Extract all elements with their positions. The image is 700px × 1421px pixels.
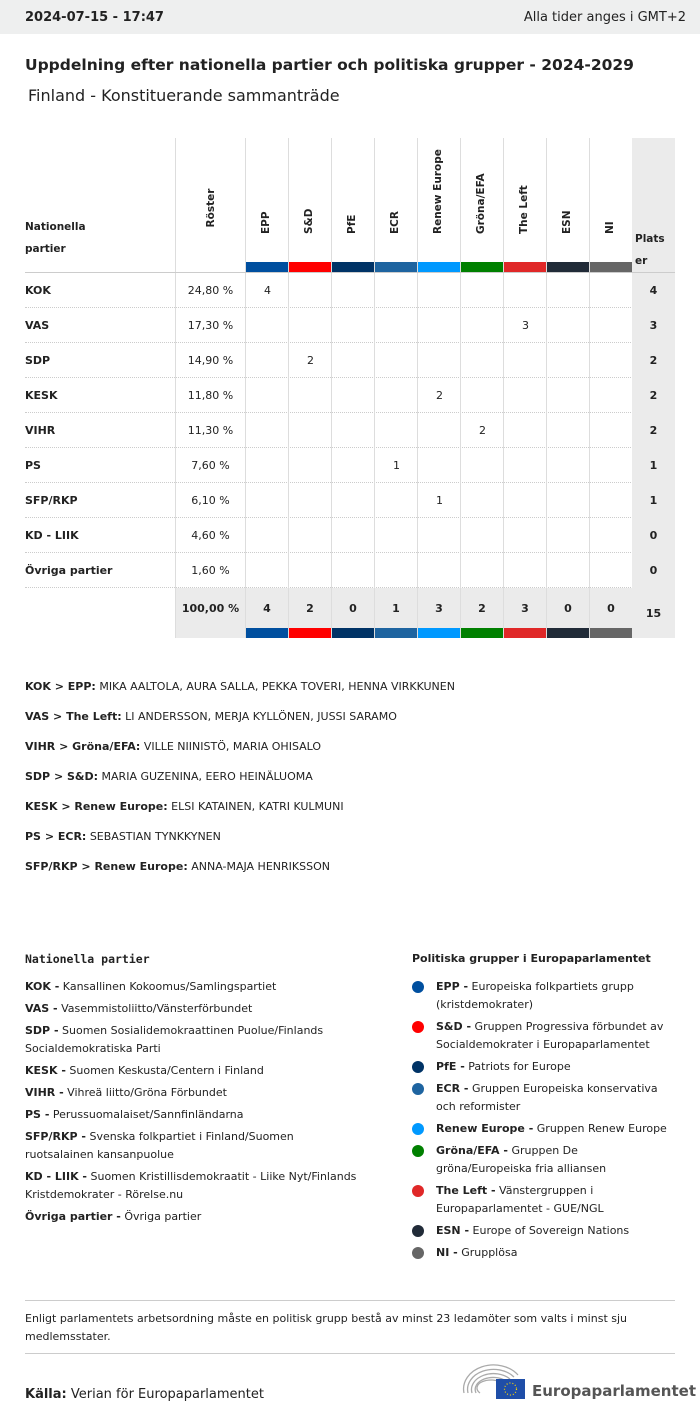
group-header-label: PfE: [346, 214, 358, 234]
seat-cell: [589, 308, 632, 343]
seats-total: 1: [632, 448, 675, 483]
seat-cell: [589, 273, 632, 308]
votes-value: 4,60 %: [175, 518, 245, 553]
seat-cell: [460, 518, 503, 553]
group-color-bar: [246, 262, 289, 272]
votes-value: 17,30 %: [175, 308, 245, 343]
group-color-bar: [375, 262, 418, 272]
seat-cell: [288, 308, 331, 343]
party-abbr: VAS -: [25, 1002, 58, 1015]
seat-cell: [374, 308, 417, 343]
legend-title: Politiska grupper i Europaparlamentet: [412, 952, 651, 965]
group-color-bar: [246, 628, 289, 638]
seat-cell: [503, 413, 546, 448]
legend-group-item: [412, 1058, 672, 1076]
candidate-entry: [25, 770, 455, 800]
seat-cell: [546, 518, 589, 553]
candidate-names: LI ANDERSSON, MERJA KYLLÖNEN, JUSSI SARAMO: [121, 710, 397, 723]
seat-cell: [417, 343, 460, 378]
legend-group-item: [412, 1120, 672, 1138]
seat-cell: [331, 448, 374, 483]
legend-group-item: [412, 978, 672, 1014]
party-name: KOK: [25, 284, 51, 297]
seats-total: 0: [632, 518, 675, 553]
seats-total: 0: [632, 553, 675, 588]
party-name: Övriga partier: [25, 564, 113, 577]
group-column-header-7: [546, 138, 589, 272]
candidate-names: ANNA-MAJA HENRIKSSON: [187, 860, 330, 873]
party-abbr: VIHR -: [25, 1086, 64, 1099]
legend-group-item: [412, 1018, 672, 1054]
timestamp: 2024-07-15 - 17:47: [25, 9, 164, 25]
seat-cell: [589, 378, 632, 413]
candidate-list: [25, 680, 455, 890]
group-full-name: Gruppen Renew Europe: [533, 1122, 667, 1135]
seat-cell: 0: [546, 588, 589, 638]
table-row: [25, 273, 675, 308]
seat-cell: 1: [374, 588, 417, 638]
group-header-label: The Left: [518, 185, 530, 234]
group-color-bar: [504, 628, 547, 638]
party-full-name: Vihreä liitto/Gröna Förbundet: [63, 1086, 227, 1099]
seat-cell: [245, 308, 288, 343]
candidate-group-label: SDP > S&D:: [25, 770, 99, 783]
group-full-name: Gruppen Progressiva förbundet av Socialdemokrater i Europaparlamentet: [436, 1020, 664, 1051]
seat-cell: [374, 413, 417, 448]
candidate-group-label: VAS > The Left:: [25, 710, 122, 723]
footnote: [25, 1300, 675, 1354]
party-full-name: Övriga partier: [120, 1210, 202, 1223]
group-color-bar: [289, 262, 332, 272]
group-color-bar: [547, 628, 590, 638]
candidate-entry: [25, 740, 455, 770]
total-row: [25, 588, 675, 638]
party-abbr: Övriga partier -: [25, 1210, 121, 1223]
group-column-header-8: [589, 138, 632, 272]
candidate-entry: [25, 800, 455, 830]
seat-cell: [589, 448, 632, 483]
group-color-bar: [289, 628, 332, 638]
candidate-entry: [25, 830, 455, 860]
table-header: [25, 138, 675, 273]
candidate-group-label: SFP/RKP > Renew Europe:: [25, 860, 188, 873]
seat-cell: [503, 483, 546, 518]
party-full-name: Suomen Kristillisdemokraatit - Liike Nyt/Finlands Kristdemokrater - Rörelse.nu: [25, 1170, 357, 1201]
group-full-name: Europeiska folkpartiets grupp (kristdemokrater): [436, 980, 634, 1011]
group-color-dot-icon: [412, 981, 424, 993]
party-abbr: KD - LIIK -: [25, 1170, 87, 1183]
seat-cell: 1: [417, 483, 460, 518]
seat-cell: [589, 518, 632, 553]
group-color-bar: [461, 628, 504, 638]
candidate-group-label: PS > ECR:: [25, 830, 87, 843]
source-value: Verian för Europaparlamentet: [66, 1387, 264, 1402]
legend-party-item: [25, 1106, 365, 1124]
legend-party-item: [25, 1062, 365, 1080]
table-row: [25, 518, 675, 553]
votes-value: 7,60 %: [175, 448, 245, 483]
votes-value: 11,30 %: [175, 413, 245, 448]
group-abbr: PfE -: [436, 1060, 465, 1073]
group-color-dot-icon: [412, 1145, 424, 1157]
source-label: Källa:: [25, 1387, 67, 1402]
group-header-label: S&D: [303, 208, 315, 234]
legend-group-item: [412, 1222, 672, 1240]
seat-cell: [374, 483, 417, 518]
group-abbr: NI -: [436, 1246, 458, 1259]
party-full-name: Suomen Keskusta/Centern i Finland: [65, 1064, 264, 1077]
seat-cell: 3: [417, 588, 460, 638]
seats-total: 2: [632, 413, 675, 448]
legend-group-item: [412, 1244, 672, 1262]
party-abbr: PS -: [25, 1108, 50, 1121]
table-row: [25, 483, 675, 518]
logo-text: Europaparlamentet: [532, 1382, 697, 1400]
party-name: VIHR: [25, 424, 56, 437]
group-color-bar: [504, 262, 547, 272]
seat-cell: [460, 343, 503, 378]
results-table: [25, 138, 675, 638]
candidate-names: MIKA AALTOLA, AURA SALLA, PEKKA TOVERI, HENNA VIRKKUNEN: [95, 680, 455, 693]
seat-cell: [589, 553, 632, 588]
group-color-bar: [461, 262, 504, 272]
seat-cell: [417, 273, 460, 308]
seat-cell: [546, 308, 589, 343]
group-full-name: Patriots for Europe: [464, 1060, 571, 1073]
party-full-name: Svenska folkpartiet i Finland/Suomen ruotsalainen kansanpuolue: [25, 1130, 294, 1161]
group-abbr: S&D -: [436, 1020, 472, 1033]
candidate-group-label: VIHR > Gröna/EFA:: [25, 740, 141, 753]
seat-cell: [503, 378, 546, 413]
candidate-entry: [25, 680, 455, 710]
candidate-entry: [25, 860, 455, 890]
seat-cell: [288, 483, 331, 518]
seat-cell: 0: [331, 588, 374, 638]
party-abbr: KESK -: [25, 1064, 66, 1077]
seat-cell: [288, 553, 331, 588]
seats-total: 15: [632, 588, 675, 638]
group-color-dot-icon: [412, 1083, 424, 1095]
seat-cell: [331, 483, 374, 518]
group-color-dot-icon: [412, 1247, 424, 1259]
group-full-name: Vänstergruppen i Europaparlamentet - GUE/NGL: [436, 1184, 604, 1215]
seat-cell: [288, 413, 331, 448]
seat-cell: [374, 273, 417, 308]
seat-cell: [546, 273, 589, 308]
group-color-bar: [375, 628, 418, 638]
table-row: [25, 378, 675, 413]
legend-group-item: [412, 1080, 672, 1116]
votes-value: 6,10 %: [175, 483, 245, 518]
group-column-header-5: [460, 138, 503, 272]
seat-cell: [245, 518, 288, 553]
seats-header-label: Platser: [635, 233, 665, 267]
top-bar: [0, 0, 700, 34]
seat-cell: [460, 553, 503, 588]
seat-cell: [288, 448, 331, 483]
group-color-bar: [332, 628, 375, 638]
party-full-name: Kansallinen Kokoomus/Samlingspartiet: [59, 980, 277, 993]
seat-cell: [503, 553, 546, 588]
party-column-header: Nationella partier: [25, 221, 86, 255]
seats-total: 2: [632, 378, 675, 413]
seat-cell: [460, 273, 503, 308]
seat-cell: 2: [460, 588, 503, 638]
table-row: [25, 413, 675, 448]
legend-party-item: [25, 1168, 365, 1204]
seat-cell: [331, 378, 374, 413]
seat-cell: [503, 518, 546, 553]
seats-total: 1: [632, 483, 675, 518]
group-color-dot-icon: [412, 1225, 424, 1237]
legend-party-item: [25, 1000, 365, 1018]
group-color-bar: [547, 262, 590, 272]
seat-cell: [245, 378, 288, 413]
group-color-dot-icon: [412, 1061, 424, 1073]
legend-party-item: [25, 978, 365, 996]
seat-cell: [374, 518, 417, 553]
seat-cell: 4: [245, 273, 288, 308]
seats-total: 3: [632, 308, 675, 343]
party-name: VAS: [25, 319, 50, 332]
seat-cell: [546, 553, 589, 588]
legend-group-item: [412, 1142, 672, 1178]
seat-cell: 3: [503, 588, 546, 638]
votes-value: 24,80 %: [175, 273, 245, 308]
seat-cell: [288, 273, 331, 308]
seat-cell: [460, 378, 503, 413]
party-full-name: Vasemmistoliitto/Vänsterförbundet: [57, 1002, 253, 1015]
group-full-name: Grupplösa: [457, 1246, 518, 1259]
group-color-dot-icon: [412, 1185, 424, 1197]
group-header-label: Gröna/EFA: [475, 173, 487, 234]
group-column-header-6: [503, 138, 546, 272]
legend-party-item: [25, 1022, 365, 1058]
party-name: KESK: [25, 389, 58, 402]
party-name: SDP: [25, 354, 51, 367]
seat-cell: [503, 273, 546, 308]
seat-cell: [288, 378, 331, 413]
group-column-header-1: [288, 138, 331, 272]
party-name: PS: [25, 459, 41, 472]
group-color-bar: [418, 628, 461, 638]
seat-cell: [503, 448, 546, 483]
group-color-bar: [332, 262, 375, 272]
seat-cell: 4: [245, 588, 288, 638]
group-column-header-0: [245, 138, 288, 272]
seat-cell: [245, 343, 288, 378]
seat-cell: [331, 553, 374, 588]
seat-cell: [331, 343, 374, 378]
legend-political-groups: [412, 950, 672, 1266]
group-column-header-4: [417, 138, 460, 272]
seat-cell: 0: [589, 588, 632, 638]
seat-cell: [288, 518, 331, 553]
group-header-label: ECR: [389, 211, 401, 234]
group-abbr: EPP -: [436, 980, 469, 993]
candidate-names: MARIA GUZENINA, EERO HEINÄLUOMA: [98, 770, 313, 783]
candidate-names: VILLE NIINISTÖ, MARIA OHISALO: [140, 740, 322, 753]
european-parliament-logo: [462, 1362, 696, 1400]
seat-cell: [460, 448, 503, 483]
candidate-names: ELSI KATAINEN, KATRI KULMUNI: [167, 800, 344, 813]
candidate-entry: [25, 710, 455, 740]
group-abbr: The Left -: [436, 1184, 496, 1197]
seat-cell: [546, 343, 589, 378]
seat-cell: [331, 308, 374, 343]
seat-cell: [589, 483, 632, 518]
legend-national-parties: [25, 950, 365, 1230]
footnote-text: Enligt parlamentets arbetsordning måste en politisk grupp bestå av minst 23 ledamöter som valts i minst sju medlemsstater.: [25, 1312, 628, 1343]
group-abbr: Gröna/EFA -: [436, 1144, 508, 1157]
group-column-header-2: [331, 138, 374, 272]
seat-cell: 2: [288, 343, 331, 378]
seat-cell: [589, 343, 632, 378]
candidate-group-label: KOK > EPP:: [25, 680, 96, 693]
seat-cell: 2: [460, 413, 503, 448]
seat-cell: [417, 308, 460, 343]
legend-title: Nationella partier: [25, 952, 150, 966]
votes-header-label: Röster: [204, 188, 217, 228]
page-title: Uppdelning efter nationella partier och politiska grupper - 2024-2029: [25, 56, 634, 74]
seat-cell: 2: [417, 378, 460, 413]
group-column-header-3: [374, 138, 417, 272]
group-header-label: NI: [604, 221, 616, 234]
candidate-names: SEBASTIAN TYNKKYNEN: [86, 830, 221, 843]
seat-cell: [546, 413, 589, 448]
group-color-bar: [590, 628, 633, 638]
table-row: [25, 308, 675, 343]
group-abbr: ESN -: [436, 1224, 470, 1237]
legend-party-item: [25, 1208, 365, 1226]
group-color-dot-icon: [412, 1021, 424, 1033]
seat-cell: [589, 413, 632, 448]
party-full-name: Suomen Sosialidemokraattinen Puolue/Finlands Socialdemokratiska Parti: [25, 1024, 324, 1055]
seat-cell: [245, 553, 288, 588]
group-full-name: Gruppen De gröna/Europeiska fria alliansen: [436, 1144, 607, 1175]
group-abbr: ECR -: [436, 1082, 469, 1095]
votes-value: 100,00 %: [175, 588, 245, 638]
seats-column-header: [632, 138, 675, 272]
seat-cell: [245, 413, 288, 448]
party-abbr: SFP/RKP -: [25, 1130, 86, 1143]
seat-cell: [374, 343, 417, 378]
seat-cell: 3: [503, 308, 546, 343]
seat-cell: [546, 483, 589, 518]
seat-cell: [374, 553, 417, 588]
group-color-dot-icon: [412, 1123, 424, 1135]
group-full-name: Gruppen Europeiska konservativa och reformister: [436, 1082, 658, 1113]
group-header-label: Renew Europe: [432, 149, 444, 234]
seat-cell: [417, 448, 460, 483]
table-row: [25, 343, 675, 378]
seat-cell: [546, 378, 589, 413]
legend-party-item: [25, 1128, 365, 1164]
party-abbr: KOK -: [25, 980, 60, 993]
candidate-group-label: KESK > Renew Europe:: [25, 800, 168, 813]
seats-total: 4: [632, 273, 675, 308]
seats-total: 2: [632, 343, 675, 378]
seat-cell: [460, 483, 503, 518]
page-subtitle: Finland - Konstituerande sammanträde: [28, 86, 340, 105]
hemicycle-flag-icon: [462, 1363, 526, 1399]
seat-cell: [331, 273, 374, 308]
seat-cell: [374, 378, 417, 413]
legend-group-item: [412, 1182, 672, 1218]
seat-cell: [417, 553, 460, 588]
seat-cell: [245, 448, 288, 483]
table-row: [25, 448, 675, 483]
party-name: SFP/RKP: [25, 494, 78, 507]
legend-party-item: [25, 1084, 365, 1102]
timezone-note: Alla tider anges i GMT+2: [523, 9, 686, 25]
party-name: KD - LIIK: [25, 529, 79, 542]
seat-cell: [503, 343, 546, 378]
seat-cell: 1: [374, 448, 417, 483]
table-row: [25, 553, 675, 588]
group-header-label: ESN: [561, 210, 573, 234]
source: [25, 1387, 264, 1402]
group-color-bar: [590, 262, 633, 272]
votes-column-header: [175, 138, 245, 272]
party-full-name: Perussuomalaiset/Sannfinländarna: [49, 1108, 244, 1121]
seat-cell: [417, 413, 460, 448]
votes-value: 1,60 %: [175, 553, 245, 588]
party-abbr: SDP -: [25, 1024, 59, 1037]
seat-cell: 2: [288, 588, 331, 638]
votes-value: 14,90 %: [175, 343, 245, 378]
group-abbr: Renew Europe -: [436, 1122, 534, 1135]
seat-cell: [460, 308, 503, 343]
votes-value: 11,80 %: [175, 378, 245, 413]
seat-cell: [546, 448, 589, 483]
group-header-label: EPP: [260, 211, 272, 234]
seat-cell: [331, 413, 374, 448]
seat-cell: [417, 518, 460, 553]
group-full-name: Europe of Sovereign Nations: [469, 1224, 630, 1237]
seat-cell: [331, 518, 374, 553]
seat-cell: [245, 483, 288, 518]
group-color-bar: [418, 262, 461, 272]
